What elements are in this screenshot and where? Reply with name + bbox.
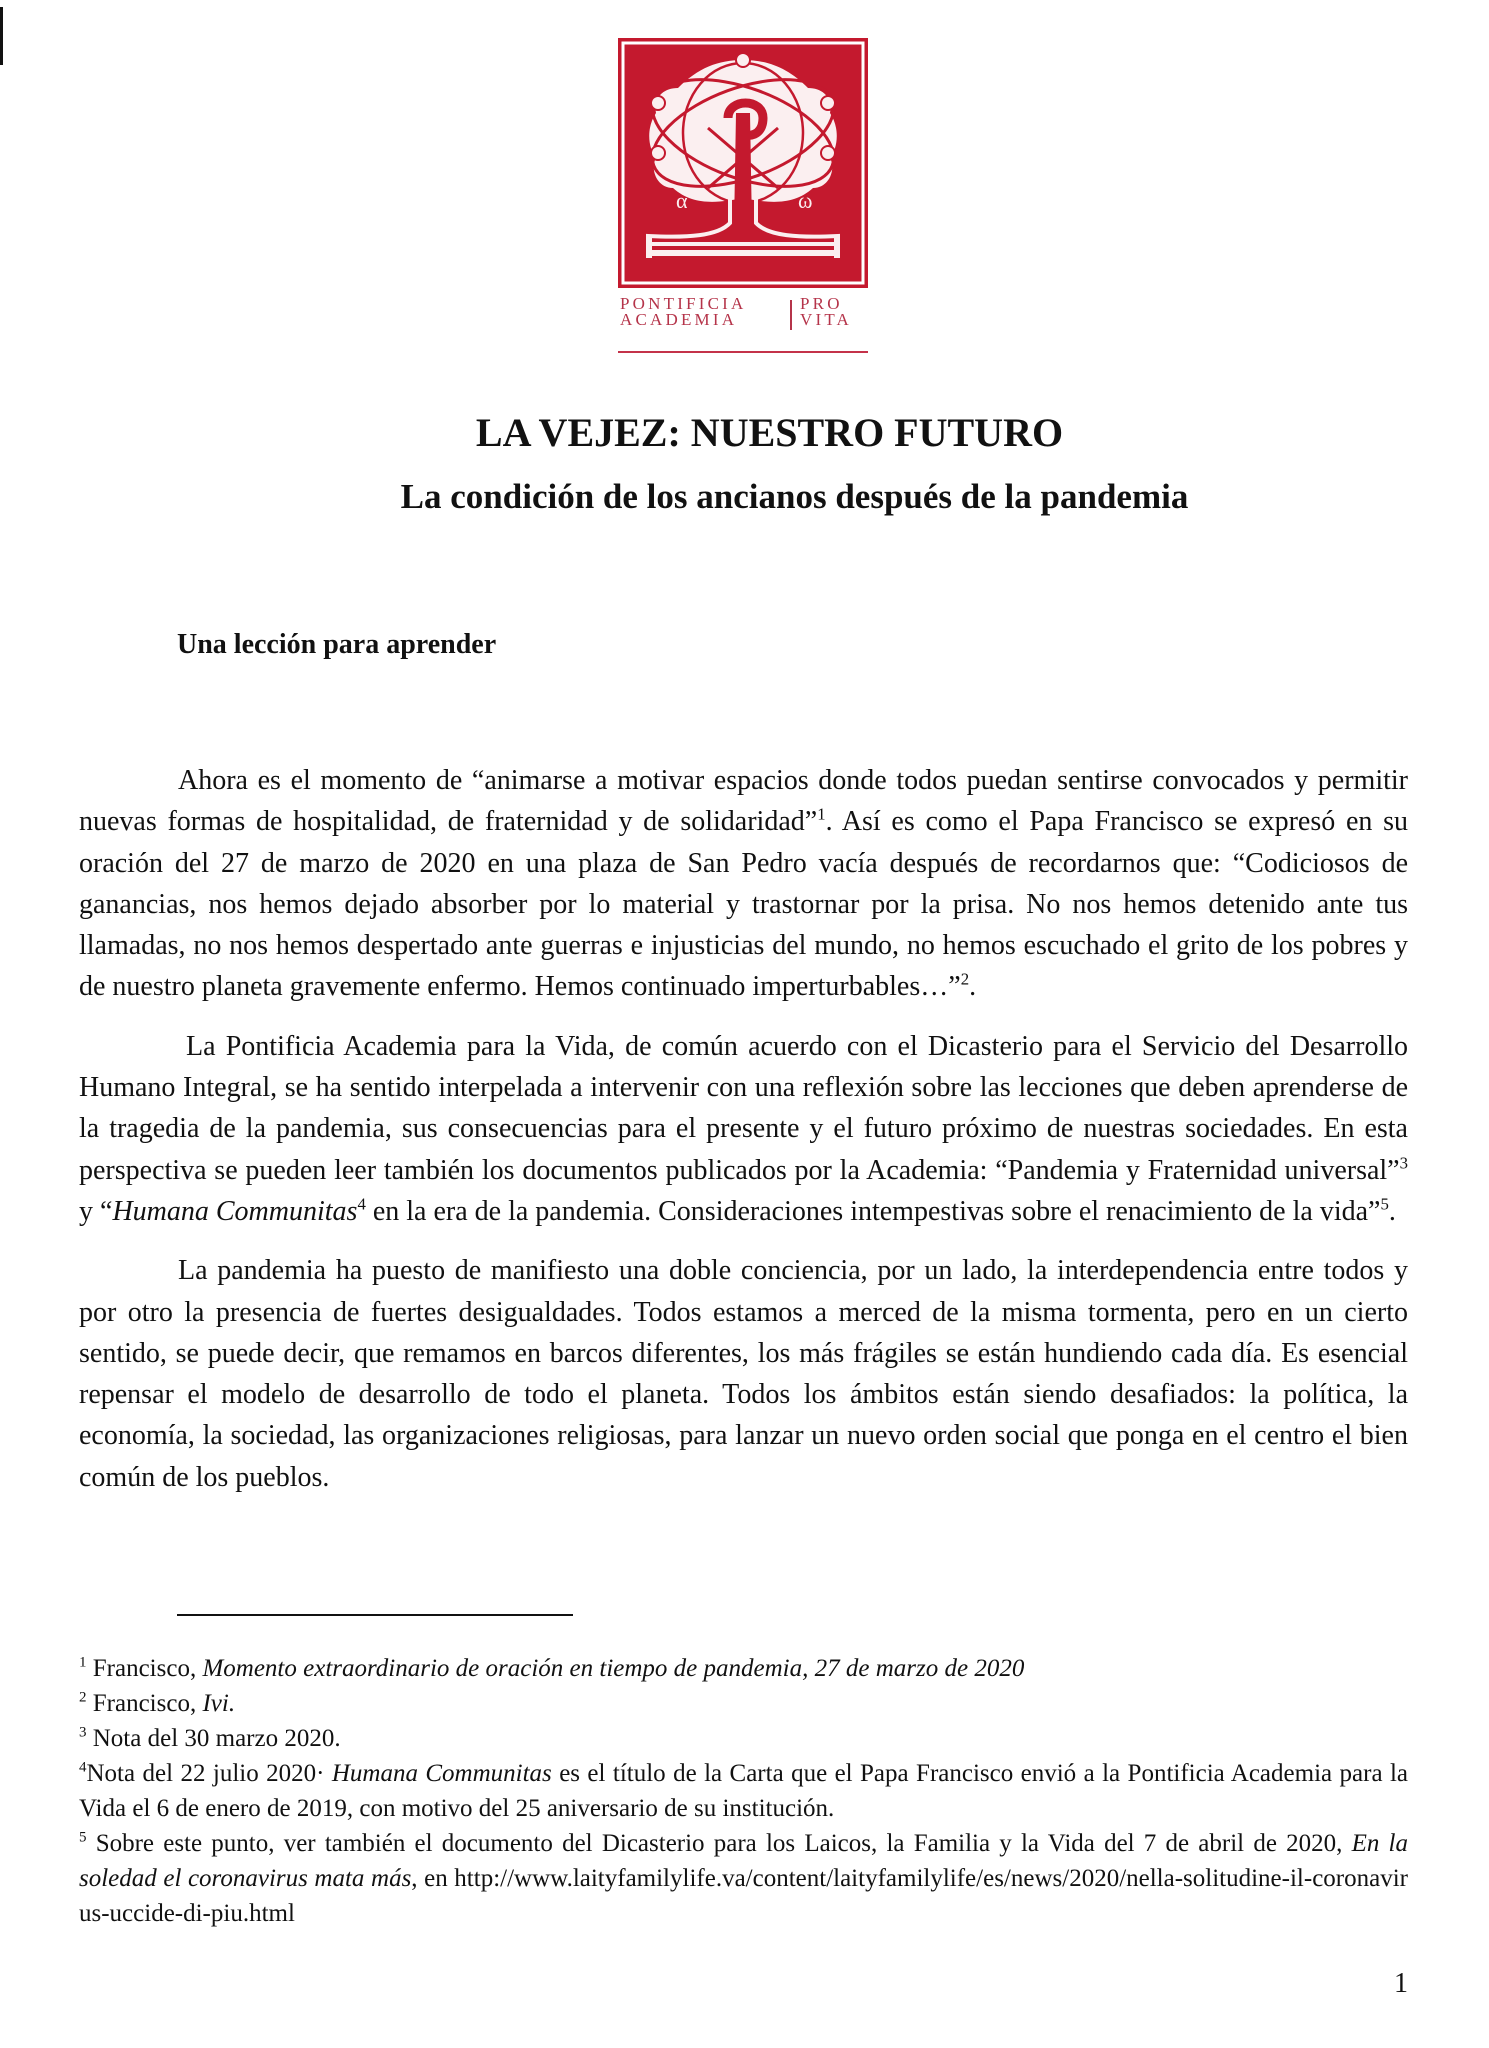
text-cursor [0, 7, 3, 65]
document-title: LA VEJEZ: NUESTRO FUTURO [475, 410, 1064, 455]
footnote-ref-4[interactable]: 4 [357, 1194, 366, 1214]
footnote-ref-1[interactable]: 1 [817, 804, 826, 824]
logo-text-pro: PRO [800, 294, 843, 313]
svg-text:α: α [676, 188, 688, 213]
footnote-2: $^2$ Francisco, Ivi. [79, 1689, 236, 1717]
paragraph-1: Ahora es el momento de “animarse a motivar espacios donde todos puedan sentirse convocados y permitir nuevas formas de hospitalidad, de fraternidad y de solidaridad”$^1$. Así es como el Papa Francisco se expresó en su oración del 27 de marzo de 2020 en una plaza de San Pedro vacía después de recordarnos que: “Codiciosos de ganancias, nos hemos dejado absorber por lo material y trastornar por la prisa. No nos hemos detenido ante tus llamadas, no nos hemos despertado ante guerras e injusticias del mundo, no hemos escuchado el grito de los pobres y de nuestro planeta gravemente enfermo. Hemos continuado imperturbables…”$^2$. [79, 765, 1409, 1003]
logo-divider [790, 300, 792, 330]
logo-underline [618, 351, 868, 353]
document-body [79, 760, 1408, 1516]
footnote-ref-3[interactable]: 3 [1399, 1153, 1408, 1173]
pontificia-academia-pro-vita-logo [618, 38, 868, 358]
section-heading: Una lección para aprender [177, 629, 497, 660]
logo-text-vita: VITA [800, 310, 853, 329]
footnote-1: $^1$ Francisco, Momento extraordinario de oración en tiempo de pandemia, 27 de marzo de 2020 [79, 1654, 1025, 1682]
humana-communitas-title: Humana Communitas [112, 1195, 358, 1227]
footnote-separator [177, 1614, 573, 1616]
footnote-3: $^3$ Nota del 30 marzo 2020. [79, 1724, 341, 1752]
footnote-5-url-link[interactable]: http://www.laityfamilylife.va/content/laityfamilylife/es/news/2020/nella-solitudine-il-coronavirus-uccide-di-piu.html [79, 1865, 1408, 1927]
paragraph-3: La pandemia ha puesto de manifiesto una doble conciencia, por un lado, la interdependencia entre todos y por otro la presencia de fuertes desigualdades. Todos estamos a merced de la misma tormenta, pero en un cierto sentido, se puede decir, que remamos en barcos diferentes, los más frágiles se están hundiendo cada día. Es esencial repensar el modelo de desarrollo de todo el planeta. Todos los ámbitos están siendo desafiados: la política, la economía, la sociedad, las organizaciones religiosas, para lanzar un nuevo orden social que ponga en el centro el bien común de los pueblos. [79, 1255, 1408, 1493]
logo-emblem [618, 38, 868, 288]
footnote-ref-2[interactable]: 2 [960, 970, 970, 990]
footnotes [79, 1651, 1408, 1931]
footnote-4: $^4$Nota del 22 julio 2020· Humana Communitas es el título de la Carta que el Papa Francisco envió a la Pontificia Academia para la Vida el 6 de enero de 2019, con motivo del 25 aniversario de su institución. [79, 1759, 1408, 1822]
logo-text-pontificia: PONTIFICIA [620, 294, 747, 313]
document-subtitle: La condición de los ancianos después de la pandemia [400, 477, 1189, 516]
tree-chi-rho-icon [618, 38, 868, 288]
logo-text-academia: ACADEMIA [620, 310, 738, 329]
paragraph-2: La Pontificia Academia para la Vida, de común acuerdo con el Dicasterio para el Servicio del Desarrollo Humano Integral, se ha sentido interpelada a intervenir con una reflexión sobre las lecciones que deben aprenderse de la tragedia de la pandemia, sus consecuencias para el presente y el futuro próximo de nuestras sociedades. En esta perspectiva se pueden leer también los documentos publicados por la Academia: “Pandemia y Fraternidad universal”$^3$ y “Humana Communitas$^4$ en la era de la pandemia. Consideraciones intempestivas sobre el renacimiento de la vida”$^5$. [79, 1030, 1408, 1227]
svg-text:ω: ω [798, 188, 813, 213]
footnote-5: $^5$ Sobre este punto, ver también el documento del Dicasterio para los Laicos, la Familia y la Vida del 7 de abril de 2020, En la soledad el coronavirus mata más, en http://www.laityfamilylife.va/content/laityfamilylife/es/news/2020/nella-solitudine-il-coronavirus-uccide-di-piu.html [79, 1829, 1408, 1927]
footnote-ref-5[interactable]: 5 [1380, 1194, 1389, 1214]
page-number: 1 [1394, 1968, 1408, 1999]
